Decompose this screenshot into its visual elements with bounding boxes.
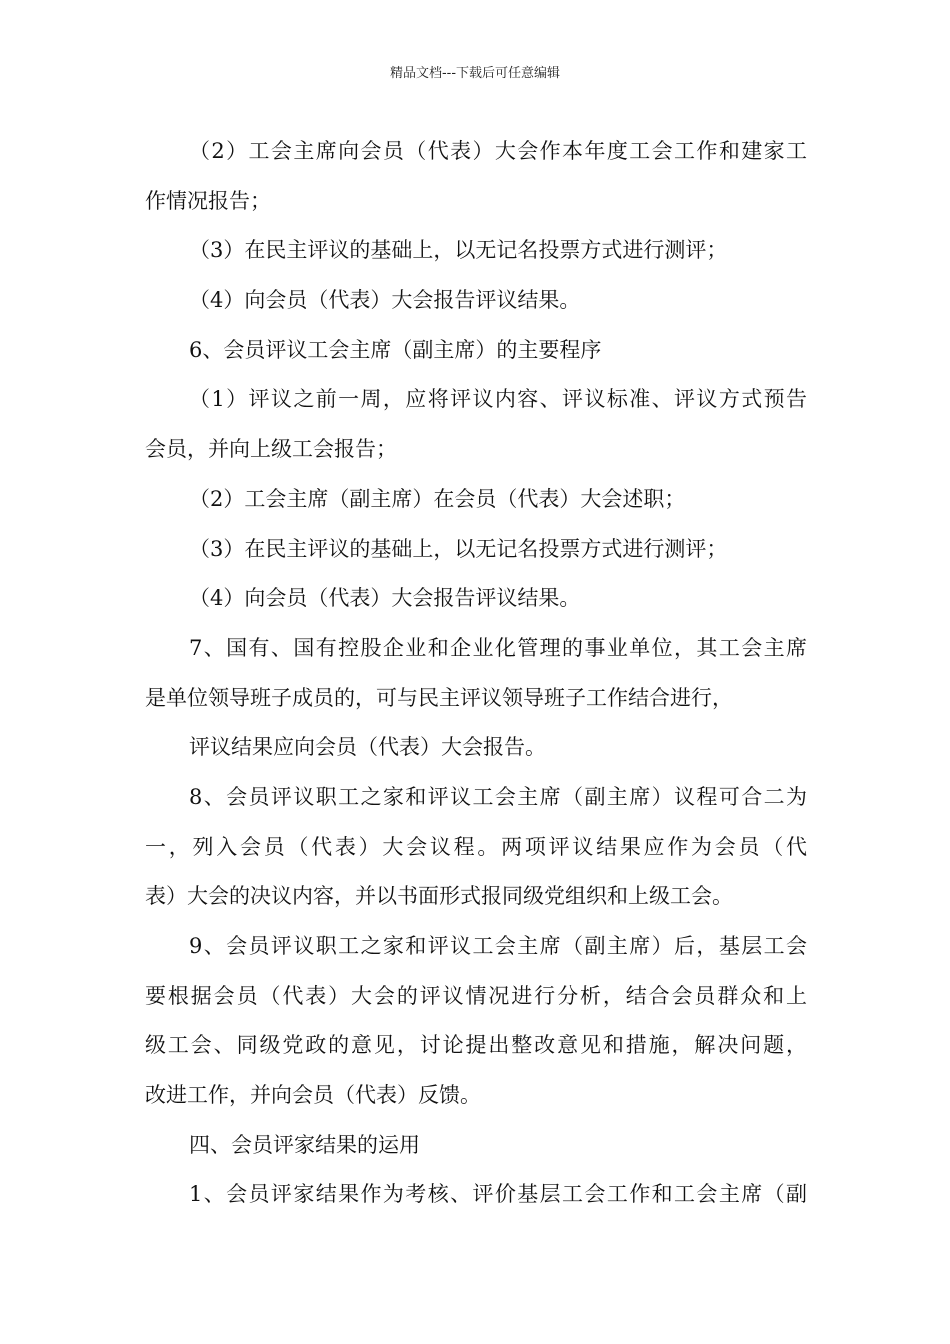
text-line: 9、会员评议职工之家和评议工会主席（副主席）后，基层工会	[189, 934, 807, 958]
text-line: 1、会员评家结果作为考核、评价基层工会工作和工会主席（副	[189, 1182, 807, 1207]
text-line: 要根据会员（代表）大会的评议情况进行分析，结合会员群众和上	[145, 983, 807, 1008]
text-line: 8、会员评议职工之家和评议工会主席（副主席）议程可合二为	[189, 784, 807, 809]
text-line: （2）工会主席（副主席）在会员（代表）大会述职；	[189, 486, 686, 511]
text-line: （2）工会主席向会员（代表）大会作本年度工会工作和建家工	[189, 139, 807, 163]
text-line: （1）评议之前一周，应将评议内容、评议标准、评议方式预告	[189, 387, 807, 412]
text-line: （3）在民主评议的基础上，以无记名投票方式进行测评；	[189, 536, 728, 561]
text-line: （4）向会员（代表）大会报告评议结果。	[189, 586, 581, 611]
text-line: 表）大会的决议内容，并以书面形式报同级党组织和上级工会。	[145, 884, 733, 909]
text-line: （3）在民主评议的基础上，以无记名投票方式进行测评；	[189, 238, 728, 263]
text-line: 7、国有、国有控股企业和企业化管理的事业单位，其工会主席	[189, 635, 807, 660]
text-line: （4）向会员（代表）大会报告评议结果。	[189, 288, 581, 313]
text-line: 作情况报告；	[145, 188, 271, 213]
text-line: 是单位领导班子成员的，可与民主评议领导班子工作结合进行，	[145, 685, 733, 710]
text-line: 级工会、同级党政的意见，讨论提出整改意见和措施，解决问题，	[145, 1033, 807, 1058]
text-line: 评议结果应向会员（代表）大会报告。	[189, 735, 546, 760]
text-line: 一，列入会员（代表）大会议程。两项评议结果应作为会员（代	[145, 834, 807, 859]
document-body	[145, 127, 807, 1220]
section-heading: 四、会员评家结果的运用	[189, 1132, 420, 1157]
page-header: 精品文档---下载后可任意编辑	[389, 66, 561, 81]
text-line: 改进工作，并向会员（代表）反馈。	[145, 1083, 481, 1108]
text-line: 6、会员评议工会主席（副主席）的主要程序	[189, 337, 602, 362]
text-line: 会员，并向上级工会报告；	[145, 437, 397, 462]
